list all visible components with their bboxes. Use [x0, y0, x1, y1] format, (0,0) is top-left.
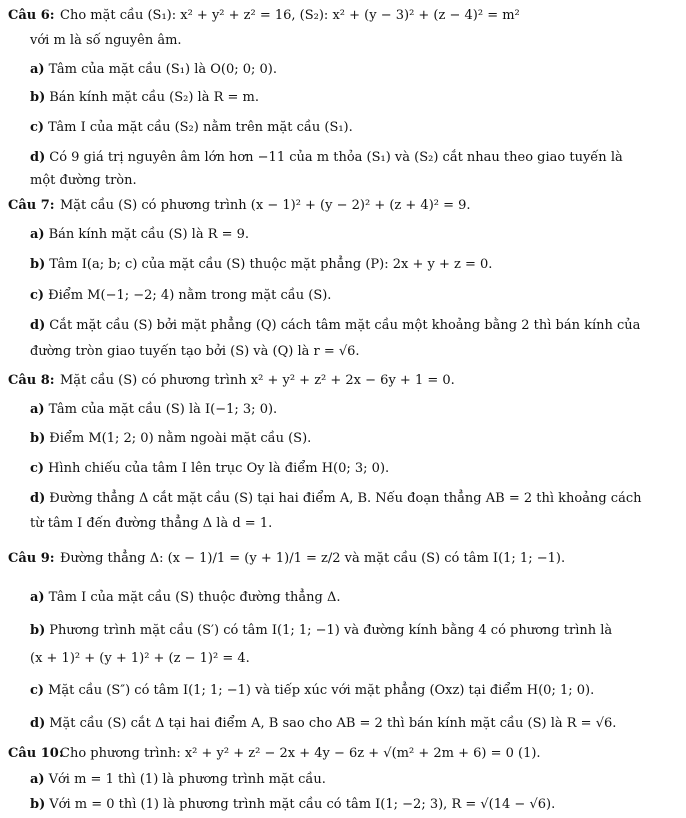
q6-item-b: b) Bán kính mặt cầu (S₂) là R = m. — [30, 90, 259, 105]
q6-item-d-cont: một đường tròn. — [30, 173, 137, 188]
q8-item-d-cont: từ tâm I đến đường thẳng Δ là d = 1. — [30, 516, 273, 531]
q9-item-a: a) Tâm I của mặt cầu (S) thuộc đường thẳng Δ. — [30, 590, 341, 605]
q7-label: Câu 7: — [8, 198, 55, 213]
q6-item-d: d) Có 9 giá trị nguyên âm lớn hơn −11 của m thỏa (S₁) và (S₂) cắt nhau theo giao tuyến là — [30, 150, 623, 165]
q7-item-d-cont: đường tròn giao tuyến tạo bởi (S) và (Q) là r = √6. — [30, 344, 360, 359]
q7-item-c: c) Điểm M(−1; −2; 4) nằm trong mặt cầu (S). — [30, 288, 332, 303]
q7-item-b: b) Tâm I(a; b; c) của mặt cầu (S) thuộc mặt phẳng (P): 2x + y + z = 0. — [30, 257, 493, 272]
q6-stem2: với m là số nguyên âm. — [30, 33, 182, 48]
q9-item-c: c) Mặt cầu (S″) có tâm I(1; 1; −1) và tiếp xúc với mặt phẳng (Oxz) tại điểm H(0; 1; 0). — [30, 683, 595, 698]
q8-label: Câu 8: — [8, 373, 55, 388]
q6-item-a: a) Tâm của mặt cầu (S₁) là O(0; 0; 0). — [30, 62, 278, 77]
q8-item-a: a) Tâm của mặt cầu (S) là I(−1; 3; 0). — [30, 402, 278, 417]
q10-label: Câu 10: — [8, 746, 64, 761]
q6-stem: Cho mặt cầu (S₁): x² + y² + z² = 16, (S₂): x² + (y − 3)² + (z − 4)² = m² — [60, 8, 520, 23]
q10-stem: Cho phương trình: x² + y² + z² − 2x + 4y − 6z + √(m² + 2m + 6) = 0 (1). — [60, 746, 541, 761]
q10-item-b: b) Với m = 0 thì (1) là phương trình mặt cầu có tâm I(1; −2; 3), R = √(14 − √6). — [30, 797, 556, 812]
q9-item-b: b) Phương trình mặt cầu (S′) có tâm I(1; 1; −1) và đường kính bằng 4 có phương trình là — [30, 623, 613, 638]
q6-label: Câu 6: — [8, 8, 55, 23]
q8-item-b: b) Điểm M(1; 2; 0) nằm ngoài mặt cầu (S). — [30, 431, 312, 446]
q8-item-d: d) Đường thẳng Δ cắt mặt cầu (S) tại hai điểm A, B. Nếu đoạn thẳng AB = 2 thì khoảng cách — [30, 491, 642, 506]
q9-item-d: d) Mặt cầu (S) cắt Δ tại hai điểm A, B sao cho AB = 2 thì bán kính mặt cầu (S) là R = √6. — [30, 716, 617, 731]
q9-stem: Đường thẳng Δ: (x − 1)/1 = (y + 1)/1 = z/2 và mặt cầu (S) có tâm I(1; 1; −1). — [60, 551, 566, 566]
q8-stem: Mặt cầu (S) có phương trình x² + y² + z² + 2x − 6y + 1 = 0. — [60, 373, 455, 388]
q6-item-c: c) Tâm I của mặt cầu (S₂) nằm trên mặt cầu (S₁). — [30, 120, 353, 135]
q10-item-a: a) Với m = 1 thì (1) là phương trình mặt cầu. — [30, 772, 326, 787]
q8-item-c: c) Hình chiếu của tâm I lên trục Oy là điểm H(0; 3; 0). — [30, 461, 390, 476]
q9-item-b-cont: (x + 1)² + (y + 1)² + (z − 1)² = 4. — [30, 651, 250, 666]
q7-stem: Mặt cầu (S) có phương trình (x − 1)² + (y − 2)² + (z + 4)² = 9. — [60, 198, 471, 213]
q9-label: Câu 9: — [8, 551, 55, 566]
q7-item-a: a) Bán kính mặt cầu (S) là R = 9. — [30, 227, 250, 242]
q7-item-d: d) Cắt mặt cầu (S) bởi mặt phẳng (Q) cách tâm mặt cầu một khoảng bằng 2 thì bán kính của — [30, 318, 641, 333]
